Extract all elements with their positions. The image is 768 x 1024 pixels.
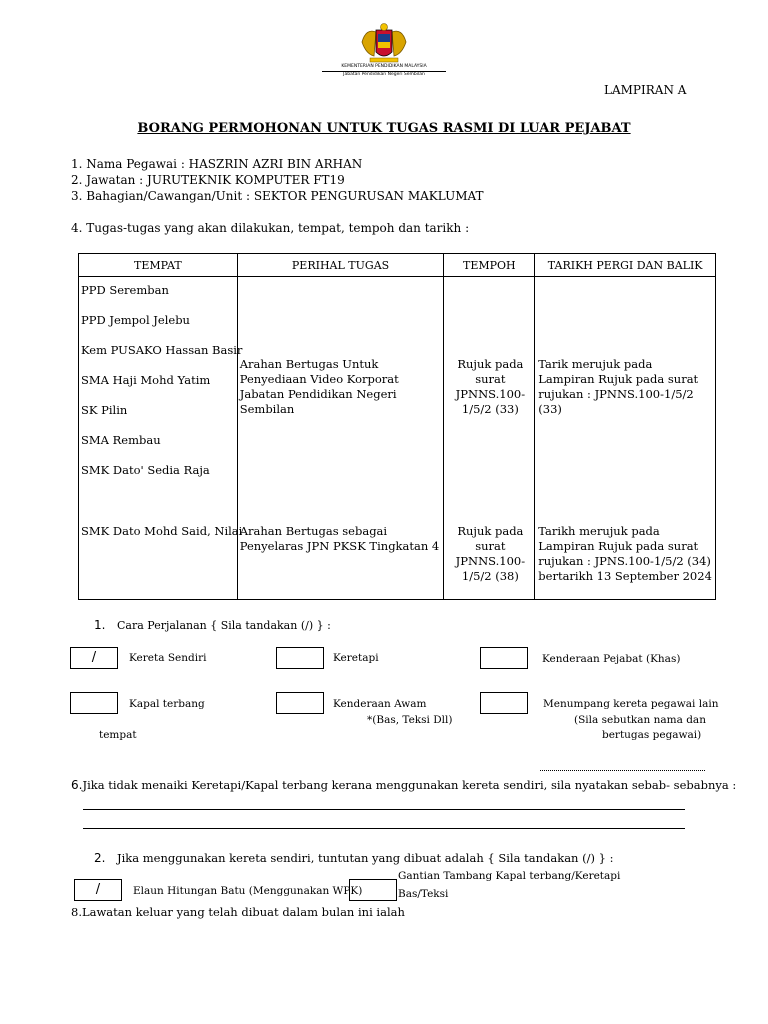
place-item: SMA Haji Mohd Yatim: [81, 373, 211, 387]
task-description-2: Arahan Bertugas sebagai Penyelaras JPN PKSK Tingkatan 4: [239, 524, 440, 553]
reason-answer-line-2[interactable]: [83, 828, 685, 829]
tarikh-1: Tarik merujuk pada Lampiran Rujuk pada surat rujukan : JPNNS.100-1/5/2 (33): [538, 357, 699, 416]
tempoh-2: Rujuk pada surat JPNNS.100-1/5/2 (38): [455, 524, 526, 583]
label-kapal-terbang: Kapal terbang: [129, 698, 205, 710]
checkbox-elaun[interactable]: /: [74, 879, 122, 901]
ministry-line1: KEMENTERIAN PENDIDIKAN MALAYSIA: [341, 64, 427, 69]
checkbox-kereta-sendiri[interactable]: /: [70, 647, 118, 669]
ministry-caption: [310, 64, 458, 78]
menumpang-note-2: bertugas pegawai): [602, 729, 702, 741]
visits-text: 8.Lawatan keluar yang telah dibuat dalam bulan ini ialah: [71, 905, 405, 919]
tempat-label: tempat: [99, 729, 137, 741]
coat-of-arms-logo: [356, 22, 412, 66]
travel-heading: Cara Perjalanan { Sila tandakan (/) } :: [117, 619, 331, 632]
cell-perihal: [237, 277, 444, 600]
checkbox-kenderaan-awam[interactable]: [276, 692, 324, 714]
place-item: SMK Dato' Sedia Raja: [81, 463, 210, 477]
header-perihal-tugas: PERIHAL TUGAS: [237, 254, 444, 277]
tasks-table: [78, 253, 716, 600]
place-item: PPD Seremban: [81, 283, 169, 297]
label-kereta-sendiri: Kereta Sendiri: [129, 652, 207, 664]
reason-answer-line-1[interactable]: [83, 809, 685, 810]
checkbox-gantian[interactable]: [349, 879, 397, 901]
tempoh-1: Rujuk pada surat JPNNS.100-1/5/2 (33): [455, 357, 526, 416]
travel-number: 1.: [94, 618, 106, 632]
tugas-heading: 4. Tugas-tugas yang akan dilakukan, tempat, tempoh dan tarikh :: [71, 221, 470, 235]
label-keretapi: Keretapi: [333, 652, 379, 664]
label-kenderaan-pejabat: Kenderaan Pejabat (Khas): [542, 653, 681, 665]
label-gantian-1: Gantian Tambang Kapal terbang/Keretapi: [398, 870, 621, 882]
reason-text: 6.Jika tidak menaiki Keretapi/Kapal terbang kerana menggunakan kereta sendiri, sila nyatakan sebab- sebabnya :: [71, 778, 737, 792]
place-item: SK Pilin: [81, 403, 128, 417]
claim-heading: Jika menggunakan kereta sendiri, tuntutan yang dibuat adalah { Sila tandakan (/) } :: [117, 851, 614, 865]
claim-number: 2.: [94, 851, 106, 865]
header-tempoh: TEMPOH: [444, 254, 535, 277]
checkbox-kapal-terbang[interactable]: [70, 692, 118, 714]
label-gantian-2: Bas/Teksi: [398, 888, 449, 900]
place-item: Kem PUSAKO Hassan Basir: [81, 343, 243, 357]
place-item: SMK Dato Mohd Said, Nilai: [81, 524, 243, 538]
ministry-line2: Jabatan Pendidikan Negeri Sembilan: [343, 72, 425, 77]
lampiran-label: LAMPIRAN A: [604, 83, 687, 97]
checkbox-menumpang[interactable]: [480, 692, 528, 714]
place-item: PPD Jempol Jelebu: [81, 313, 190, 327]
jawatan: 2. Jawatan : JURUTEKNIK KOMPUTER FT19: [71, 173, 345, 187]
nama-pegawai: 1. Nama Pegawai : HASZRIN AZRI BIN ARHAN: [71, 157, 363, 171]
tarikh-2: Tarikh merujuk pada Lampiran Rujuk pada surat rujukan : JPNS.100-1/5/2 (34) bertarikh 13 September 2024: [538, 524, 712, 583]
cell-tempat: [79, 277, 243, 600]
kenderaan-awam-note: *(Bas, Teksi Dll): [367, 714, 453, 726]
form-title: BORANG PERMOHONAN UNTUK TUGAS RASMI DI LUAR PEJABAT: [137, 121, 631, 136]
place-item: SMA Rembau: [81, 433, 161, 447]
menumpang-note-1: (Sila sebutkan nama dan: [574, 714, 706, 726]
label-menumpang: Menumpang kereta pegawai lain: [543, 698, 719, 710]
bahagian: 3. Bahagian/Cawangan/Unit : SEKTOR PENGURUSAN MAKLUMAT: [71, 189, 484, 203]
label-kenderaan-awam: Kenderaan Awam: [333, 698, 427, 710]
checkbox-keretapi[interactable]: [276, 647, 324, 669]
label-elaun: Elaun Hitungan Batu (Menggunakan WPK): [133, 885, 363, 897]
header-tempat: TEMPAT: [79, 254, 238, 277]
checkbox-kenderaan-pejabat[interactable]: [480, 647, 528, 669]
menumpang-fill-line[interactable]: [540, 770, 705, 771]
header-tarikh: TARIKH PERGI DAN BALIK: [535, 254, 716, 277]
cell-tempoh: [444, 277, 535, 600]
task-description-1: Arahan Bertugas Untuk Penyediaan Video Korporat Jabatan Pendidikan Negeri Sembilan: [239, 357, 399, 416]
cell-tarikh: [535, 277, 716, 600]
